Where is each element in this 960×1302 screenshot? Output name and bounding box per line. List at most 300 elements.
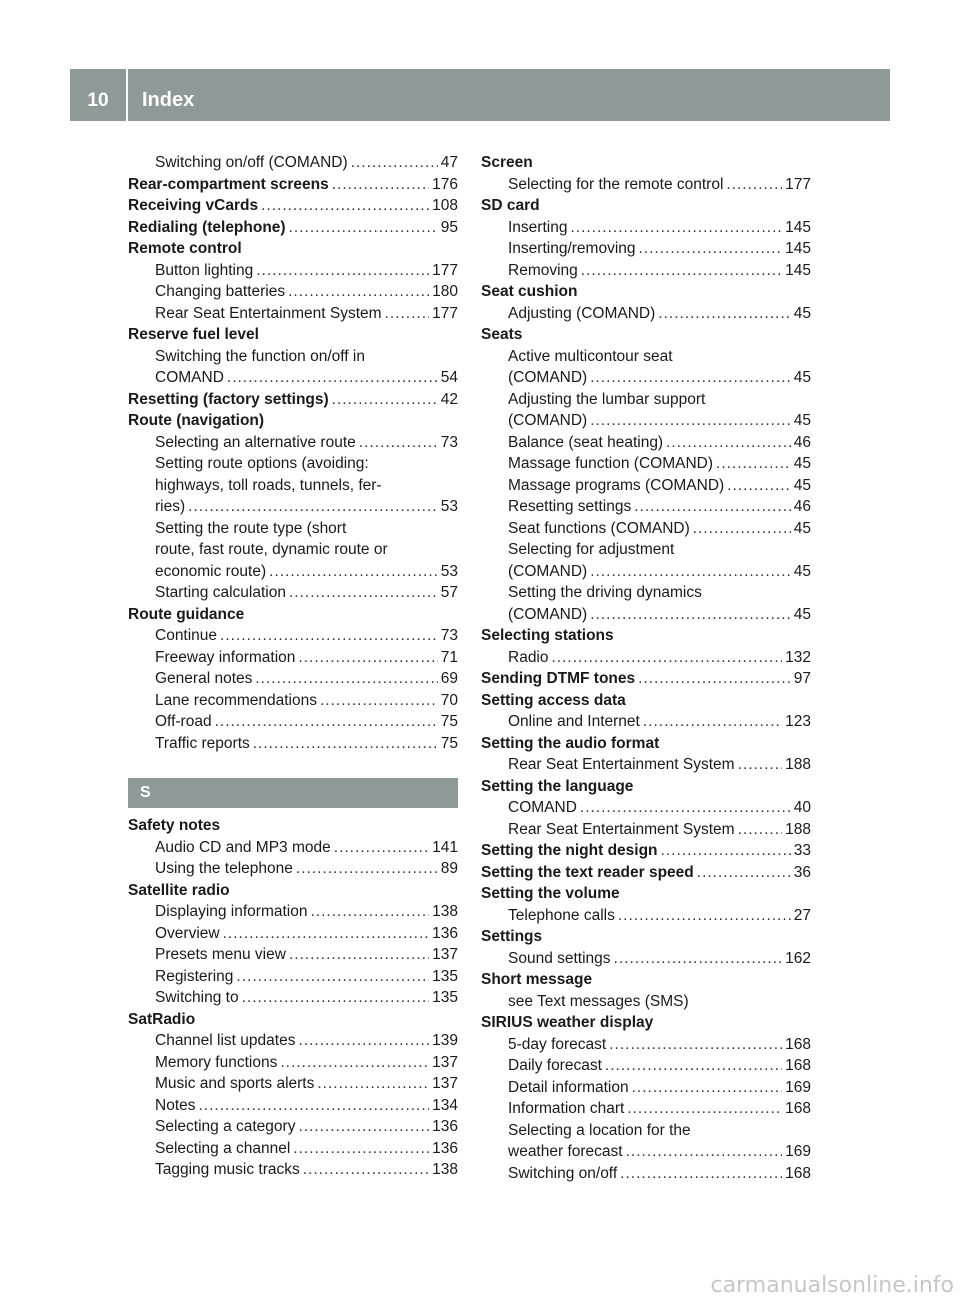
index-subentry — [481, 1163, 811, 1185]
index-subentry — [128, 711, 458, 733]
entry-label: Switching on/off — [508, 1164, 618, 1182]
entry-page-number: 176 — [432, 175, 458, 193]
index-subentry — [128, 647, 458, 669]
index-entry — [481, 883, 811, 905]
entry-label: Rear Seat Entertainment System — [155, 304, 382, 322]
index-entry-continuation: Setting the route type (short — [155, 519, 347, 537]
entry-label: Seat functions (COMAND) — [508, 519, 690, 537]
index-entry — [481, 690, 811, 712]
entry-label: Remote control — [128, 240, 242, 257]
index-subentry — [128, 690, 458, 712]
index-entry — [128, 880, 458, 902]
dot-leader — [581, 260, 782, 282]
dot-leader — [620, 1163, 782, 1185]
section-header-s: S — [128, 778, 458, 808]
index-subentry — [481, 496, 811, 518]
dot-leader — [666, 432, 791, 454]
entry-page-number: 108 — [432, 197, 458, 214]
entry-page-number: 135 — [432, 989, 458, 1006]
entry-page-number: 138 — [432, 1161, 458, 1178]
entry-label: Reserve fuel level — [128, 326, 259, 343]
entry-page-number: 73 — [440, 433, 458, 451]
entry-label: Redialing (telephone) — [128, 218, 286, 236]
entry-page-number: 188 — [785, 756, 811, 773]
entry-page-number: 136 — [432, 1118, 458, 1135]
entry-page-number: 71 — [440, 648, 458, 666]
index-subentry — [128, 281, 458, 303]
index-entry-continuation: Active multicontour seat — [508, 347, 673, 365]
entry-page-number: 45 — [793, 369, 811, 386]
index-entry — [481, 776, 811, 798]
entry-page-number: 137 — [432, 1053, 458, 1071]
index-subentry — [128, 1095, 458, 1117]
entry-label: COMAND — [508, 799, 577, 816]
dot-leader — [632, 1077, 783, 1099]
entry-label: Detail information — [508, 1078, 629, 1096]
index-column-right — [481, 152, 811, 1184]
dot-leader — [253, 733, 438, 755]
dot-leader — [311, 901, 430, 923]
index-subentry — [128, 1030, 458, 1052]
index-entry-continuation: highways, toll roads, tunnels, fer- — [155, 476, 382, 494]
entry-label: Notes — [155, 1096, 196, 1114]
index-subentry — [128, 582, 458, 604]
index-entry — [481, 733, 811, 755]
entry-label: Selecting a channel — [155, 1139, 291, 1157]
dot-leader — [255, 668, 437, 690]
entry-label: Lane recommendations — [155, 691, 317, 709]
entry-label: Radio — [508, 648, 549, 666]
entry-page-number: 169 — [785, 1143, 811, 1160]
index-entry — [481, 281, 811, 303]
index-subentry — [481, 561, 811, 583]
dot-leader — [570, 217, 782, 239]
page-title: Index — [142, 89, 195, 111]
entry-page-number: 46 — [793, 433, 811, 451]
index-subentry — [481, 797, 811, 819]
index-subentry — [128, 625, 458, 647]
index-subentry — [128, 303, 458, 325]
dot-leader — [643, 711, 782, 733]
entry-label: Adjusting (COMAND) — [508, 304, 656, 322]
index-subentry — [481, 410, 811, 432]
entry-label: Sending DTMF tones — [481, 670, 636, 687]
header-divider — [126, 69, 128, 121]
entry-label: Balance (seat heating) — [508, 433, 664, 451]
dot-leader — [626, 1141, 783, 1163]
entry-label: Setting the language — [481, 777, 634, 795]
dot-leader — [332, 389, 438, 411]
entry-page-number: 75 — [440, 734, 458, 752]
dot-leader — [590, 604, 791, 626]
index-column-left — [128, 152, 458, 1181]
dot-leader — [220, 625, 438, 647]
entry-label: Inserting/removing — [508, 240, 636, 257]
entry-page-number: 53 — [440, 498, 458, 515]
dot-leader — [296, 858, 438, 880]
index-entry — [481, 926, 811, 948]
entry-page-number: 168 — [785, 1035, 811, 1053]
entry-label: Selecting an alternative route — [155, 433, 356, 451]
entry-label: Screen — [481, 154, 533, 171]
dot-leader — [726, 174, 782, 196]
entry-label: Freeway information — [155, 648, 296, 666]
index-subentry — [128, 837, 458, 859]
index-subentry — [481, 238, 811, 260]
dot-leader — [298, 1030, 429, 1052]
index-subentry — [128, 733, 458, 755]
index-subentry — [128, 668, 458, 690]
entry-label: Information chart — [508, 1100, 625, 1117]
entry-label: Channel list updates — [155, 1032, 296, 1049]
entry-page-number: 137 — [432, 1075, 458, 1092]
entry-page-number: 168 — [785, 1057, 811, 1074]
entry-label: Rear Seat Entertainment System — [508, 756, 735, 773]
index-entry-continuation: Selecting a location for the — [508, 1121, 691, 1139]
entry-label: Route (navigation) — [128, 412, 265, 429]
index-entry — [128, 604, 458, 626]
dot-leader — [334, 837, 429, 859]
entry-label: Massage programs (COMAND) — [508, 476, 725, 494]
index-subentry — [481, 217, 811, 239]
entry-label: Removing — [508, 261, 578, 279]
index-subentry — [128, 944, 458, 966]
index-subentry — [481, 303, 811, 325]
index-subentry — [481, 1077, 811, 1099]
index-entry — [481, 195, 811, 217]
entry-page-number: 54 — [440, 369, 458, 386]
dot-leader — [188, 496, 438, 518]
dot-leader — [317, 1073, 429, 1095]
entry-page-number: 27 — [793, 906, 811, 924]
entry-label: Seats — [481, 326, 523, 343]
entry-label: Settings — [481, 928, 543, 945]
dot-leader — [289, 582, 438, 604]
index-entry — [481, 1012, 811, 1034]
dot-leader — [320, 690, 438, 712]
entry-label: General notes — [155, 670, 253, 687]
entry-page-number: 135 — [432, 967, 458, 985]
dot-leader — [227, 367, 438, 389]
entry-page-number: 97 — [793, 670, 811, 687]
entry-page-number: 168 — [785, 1164, 811, 1182]
dot-leader — [627, 1098, 782, 1120]
entry-page-number: 177 — [785, 175, 811, 193]
entry-page-number: 47 — [440, 154, 458, 171]
dot-leader — [298, 1116, 429, 1138]
entry-label: 5-day forecast — [508, 1035, 607, 1053]
entry-page-number: 132 — [785, 648, 811, 666]
dot-leader — [727, 475, 791, 497]
dot-leader — [269, 561, 438, 583]
dot-leader — [385, 303, 430, 325]
index-entry — [481, 840, 811, 862]
dot-leader — [288, 281, 429, 303]
index-subentry — [481, 260, 811, 282]
entry-page-number: 180 — [432, 283, 458, 300]
entry-label: Selecting for the remote control — [508, 175, 724, 193]
index-subentry — [481, 367, 811, 389]
index-subentry — [128, 1159, 458, 1181]
index-entry — [481, 969, 811, 991]
index-entry — [128, 1009, 458, 1031]
dot-leader — [293, 1138, 429, 1160]
entry-label: Resetting settings — [508, 498, 632, 515]
watermark: carmanualsonline.info — [710, 1273, 954, 1298]
index-entry — [481, 324, 811, 346]
dot-leader — [256, 260, 429, 282]
entry-label: Inserting — [508, 218, 568, 236]
entry-label: ries) — [155, 498, 186, 515]
entry-label: Music and sports alerts — [155, 1075, 315, 1092]
dot-leader — [634, 496, 791, 518]
dot-leader — [289, 944, 429, 966]
index-entry — [481, 152, 811, 174]
entry-label: Continue — [155, 627, 218, 644]
entry-page-number: 169 — [785, 1078, 811, 1096]
dot-leader — [359, 432, 438, 454]
entry-page-number: 40 — [793, 799, 811, 816]
entry-page-number: 45 — [793, 476, 811, 494]
dot-leader — [738, 754, 783, 776]
dot-leader — [289, 217, 438, 239]
dot-leader — [332, 174, 429, 196]
dot-leader — [658, 303, 790, 325]
index-entry — [128, 389, 458, 411]
entry-label: Satellite radio — [128, 881, 230, 899]
index-subentry — [481, 174, 811, 196]
entry-label: (COMAND) — [508, 412, 588, 429]
entry-label: economic route) — [155, 562, 267, 580]
index-subentry — [481, 948, 811, 970]
dot-leader — [716, 453, 791, 475]
entry-label: weather forecast — [508, 1143, 623, 1160]
index-entry — [128, 174, 458, 196]
entry-page-number: 95 — [440, 218, 458, 236]
dot-leader — [590, 367, 791, 389]
entry-label: Audio CD and MP3 mode — [155, 838, 331, 856]
dot-leader — [280, 1052, 429, 1074]
entry-label: Safety notes — [128, 817, 221, 834]
entry-label: Setting the text reader speed — [481, 863, 694, 881]
entry-page-number: 134 — [432, 1096, 458, 1114]
entry-page-number: 45 — [793, 519, 811, 537]
dot-leader — [199, 1095, 430, 1117]
index-group-r — [128, 152, 458, 754]
entry-label: (COMAND) — [508, 605, 588, 623]
index-subentry — [481, 1098, 811, 1120]
dot-leader — [697, 862, 791, 884]
entry-label: Tagging music tracks — [155, 1161, 300, 1178]
index-subentry — [481, 647, 811, 669]
entry-page-number: 46 — [793, 498, 811, 515]
index-subentry — [481, 1055, 811, 1077]
entry-page-number: 177 — [432, 304, 458, 322]
dot-leader — [236, 966, 429, 988]
entry-label: Switching on/off (COMAND) — [155, 154, 348, 171]
entry-page-number: 69 — [440, 670, 458, 687]
dot-leader — [590, 561, 791, 583]
entry-page-number: 145 — [785, 240, 811, 257]
index-entry — [481, 862, 811, 884]
index-subentry — [128, 496, 458, 518]
index-subentry — [481, 1034, 811, 1056]
dot-leader — [242, 987, 430, 1009]
entry-label: Sound settings — [508, 949, 611, 967]
page-number: 10 — [87, 90, 109, 111]
index-subentry — [128, 1116, 458, 1138]
page-header — [70, 69, 890, 121]
entry-page-number: 75 — [440, 713, 458, 730]
entry-page-number: 73 — [440, 627, 458, 644]
entry-page-number: 136 — [432, 1139, 458, 1157]
entry-page-number: 145 — [785, 261, 811, 279]
index-subentry — [128, 1073, 458, 1095]
dot-leader — [614, 948, 783, 970]
entry-page-number: 139 — [432, 1032, 458, 1049]
index-entry-continuation: see Text messages (SMS) — [508, 992, 689, 1010]
entry-label: Off-road — [155, 713, 212, 730]
index-subentry — [128, 901, 458, 923]
index-entry-continuation: Setting route options (avoiding: — [155, 455, 369, 472]
index-entry — [481, 625, 811, 647]
dot-leader — [215, 711, 438, 733]
entry-label: Button lighting — [155, 261, 254, 279]
index-subentry — [481, 819, 811, 841]
entry-page-number: 45 — [793, 304, 811, 322]
index-entry-continuation: Adjusting the lumbar support — [508, 390, 706, 408]
entry-label: SIRIUS weather display — [481, 1014, 654, 1031]
dot-leader — [638, 668, 791, 690]
entry-page-number: 45 — [793, 562, 811, 580]
entry-label: Setting the volume — [481, 885, 620, 902]
index-group-s — [128, 815, 458, 1181]
index-subentry — [128, 1052, 458, 1074]
dot-leader — [351, 152, 438, 174]
entry-page-number: 123 — [785, 713, 811, 730]
index-entry — [128, 815, 458, 837]
entry-label: (COMAND) — [508, 369, 588, 386]
index-entry — [128, 217, 458, 239]
entry-label: Telephone calls — [508, 906, 615, 924]
index-subentry — [481, 453, 811, 475]
entry-label: Switching to — [155, 989, 239, 1006]
entry-label: Selecting stations — [481, 627, 614, 644]
entry-page-number: 33 — [793, 842, 811, 859]
dot-leader — [661, 840, 791, 862]
dot-leader — [618, 905, 791, 927]
dot-leader — [580, 797, 791, 819]
index-subentry — [128, 858, 458, 880]
index-group-s-continued — [481, 152, 811, 1184]
entry-page-number: 162 — [785, 949, 811, 967]
entry-label: Overview — [155, 924, 220, 942]
dot-leader — [609, 1034, 782, 1056]
index-entry — [128, 324, 458, 346]
entry-label: Setting the audio format — [481, 734, 660, 752]
dot-leader — [590, 410, 791, 432]
index-subentry — [128, 923, 458, 945]
index-entry — [128, 195, 458, 217]
entry-label: Memory functions — [155, 1053, 278, 1071]
entry-page-number: 70 — [440, 691, 458, 709]
entry-label: Presets menu view — [155, 946, 286, 963]
entry-label: SatRadio — [128, 1010, 196, 1028]
entry-label: Short message — [481, 971, 593, 988]
entry-page-number: 89 — [440, 860, 458, 877]
entry-label: Route guidance — [128, 605, 245, 623]
index-subentry — [481, 604, 811, 626]
index-subentry — [128, 987, 458, 1009]
index-entry-continuation: route, fast route, dynamic route or — [155, 541, 388, 558]
entry-label: Massage function (COMAND) — [508, 455, 714, 472]
dot-leader — [639, 238, 783, 260]
entry-page-number: 42 — [440, 390, 458, 408]
index-subentry — [128, 367, 458, 389]
dot-leader — [298, 647, 437, 669]
dot-leader — [738, 819, 783, 841]
index-entry — [128, 238, 458, 260]
entry-page-number: 145 — [785, 218, 811, 236]
index-entry-continuation: Setting the driving dynamics — [508, 584, 702, 601]
entry-page-number: 53 — [440, 562, 458, 580]
dot-leader — [552, 647, 783, 669]
dot-leader — [261, 195, 429, 217]
entry-label: Daily forecast — [508, 1057, 602, 1074]
index-entry — [128, 410, 458, 432]
entry-page-number: 45 — [793, 412, 811, 429]
entry-label: Setting access data — [481, 691, 626, 709]
entry-page-number: 36 — [793, 863, 811, 881]
index-subentry — [481, 905, 811, 927]
entry-label: Seat cushion — [481, 283, 578, 300]
entry-label: Starting calculation — [155, 584, 286, 601]
entry-page-number: 57 — [440, 584, 458, 601]
entry-label: Registering — [155, 967, 234, 985]
entry-page-number: 45 — [793, 455, 811, 472]
entry-label: Online and Internet — [508, 713, 640, 730]
entry-page-number: 177 — [432, 261, 458, 279]
entry-label: Using the telephone — [155, 860, 293, 877]
entry-label: (COMAND) — [508, 562, 588, 580]
entry-page-number: 137 — [432, 946, 458, 963]
entry-page-number: 188 — [785, 820, 811, 838]
entry-label: Displaying information — [155, 903, 308, 920]
dot-leader — [693, 518, 791, 540]
dot-leader — [303, 1159, 429, 1181]
entry-label: Selecting a category — [155, 1118, 296, 1135]
index-subentry — [128, 152, 458, 174]
entry-label: Resetting (factory settings) — [128, 390, 329, 408]
index-entry — [481, 668, 811, 690]
entry-page-number: 168 — [785, 1100, 811, 1117]
entry-label: Receiving vCards — [128, 197, 259, 214]
entry-page-number: 45 — [793, 605, 811, 623]
entry-page-number: 141 — [432, 838, 458, 856]
entry-label: Rear Seat Entertainment System — [508, 820, 735, 838]
index-subentry — [128, 432, 458, 454]
index-subentry — [481, 754, 811, 776]
index-subentry — [481, 518, 811, 540]
entry-page-number: 138 — [432, 903, 458, 920]
entry-label: Traffic reports — [155, 734, 250, 752]
entry-label: SD card — [481, 197, 540, 214]
index-subentry — [128, 1138, 458, 1160]
index-entry-continuation: Switching the function on/off in — [155, 347, 365, 365]
index-subentry — [128, 260, 458, 282]
index-subentry — [128, 966, 458, 988]
index-subentry — [128, 561, 458, 583]
